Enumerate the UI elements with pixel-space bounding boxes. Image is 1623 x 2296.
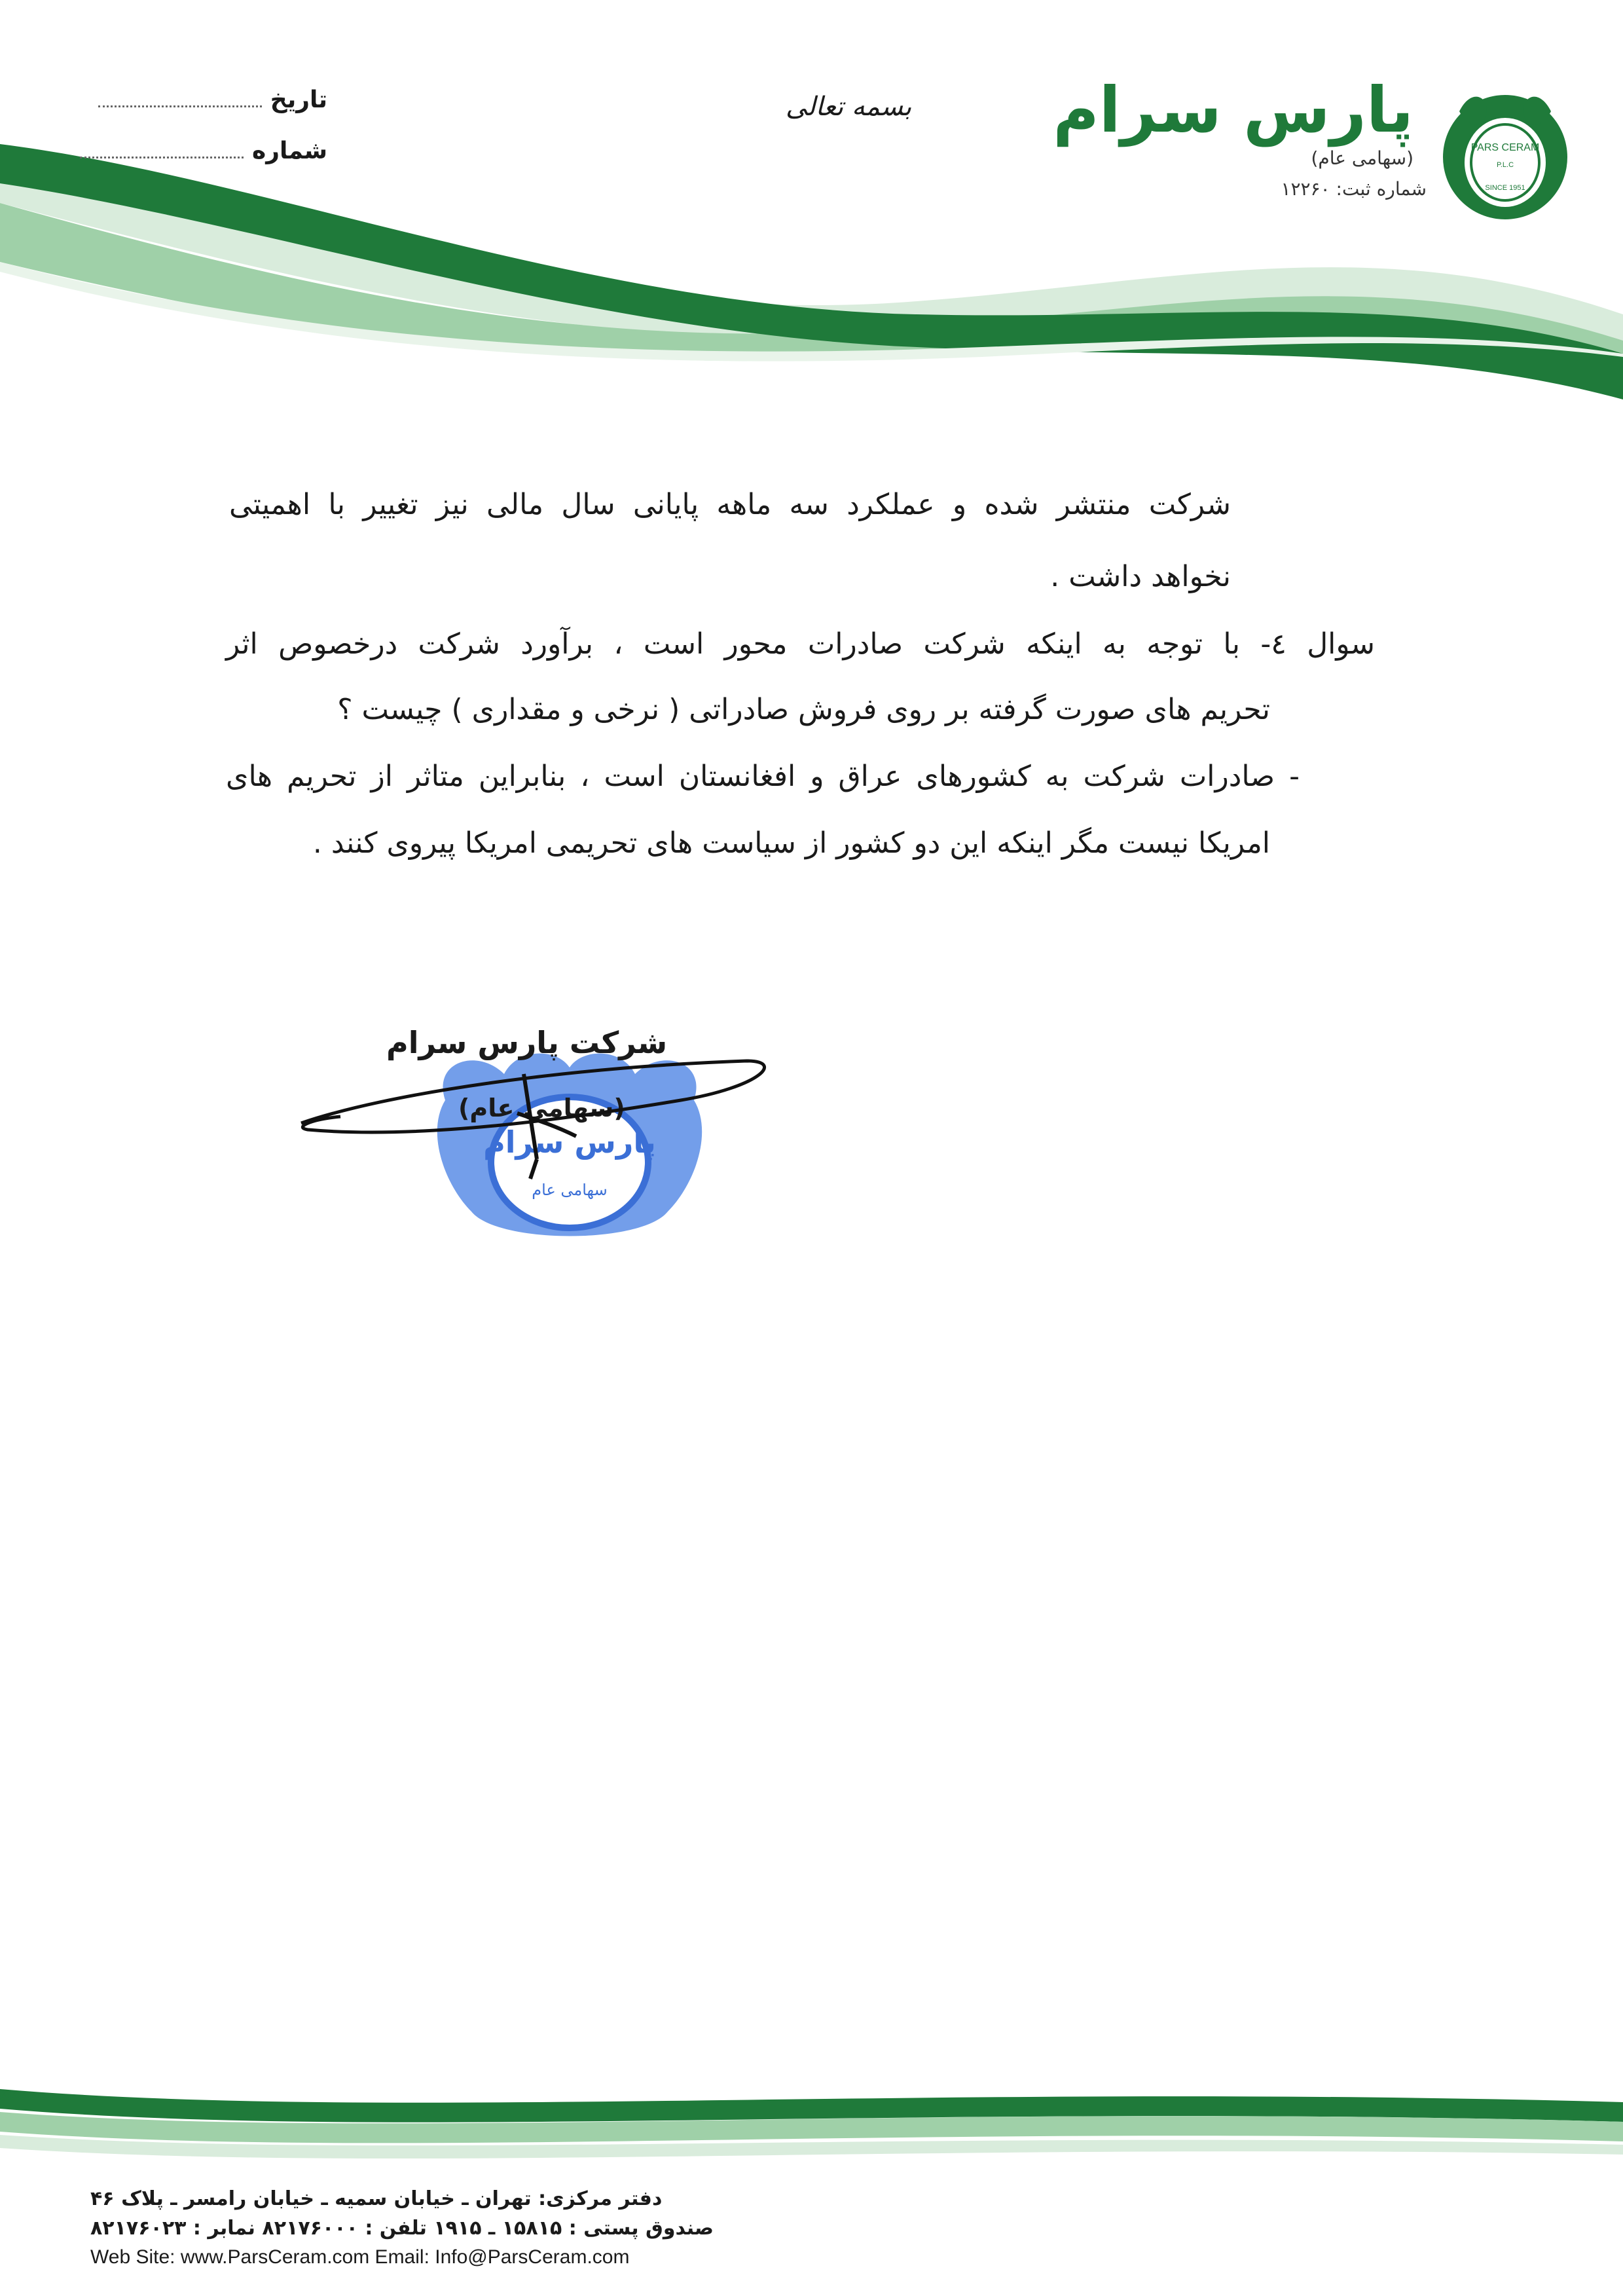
company-type: (سهامی عام)	[1311, 147, 1413, 169]
date-label: تاریخ	[270, 86, 327, 113]
footer-postal-phone-fax: صندوق پستی : ۱۵۸۱۵ ـ ۱۹۱۵ تلفن : ۸۲۱۷۶۰۰۰ نمابر : ۸۲۱۷۶۰۲۳	[90, 2217, 714, 2240]
footer-address: دفتر مرکزی: تهران ـ خیابان سمیه ـ خیابان رامسر ـ پلاک ۴۶	[90, 2187, 663, 2210]
answer-4-line-2: امریکا نیست مگر اینکه این دو کشور از سیاست های تحریمی امریکا پیروی کنند .	[312, 826, 1270, 860]
body-paragraph-1-line-1: شرکت منتشر شده و عملکرد سه ماهه پایانی سال مالی نیز تغییر با اهمیتی	[229, 488, 1231, 521]
number-label: شماره	[251, 138, 327, 164]
footer-wave-decoration	[0, 2076, 1623, 2181]
date-dotted-line	[98, 105, 262, 107]
logo-since: SINCE 1951	[1485, 184, 1525, 192]
stamp-title: شرکت پارس سرام	[386, 1025, 668, 1060]
number-dotted-line	[80, 157, 244, 158]
header-wave-decoration	[0, 131, 1623, 419]
body-paragraph-1-line-2: نخواهد داشت .	[1050, 560, 1231, 593]
company-logo-icon	[1440, 85, 1571, 223]
registration-number: شماره ثبت: ۱۲۲۶۰	[1281, 178, 1427, 200]
stamp-subtitle: (سهامی عام)	[458, 1094, 625, 1122]
question-4-line-1: سوال ٤- با توجه به اینکه شرکت صادرات محور است ، برآورد شرکت درخصوص اثر	[226, 627, 1375, 661]
question-4-line-2: تحریم های صورت گرفته بر روی فروش صادراتی ( نرخی و مقداری ) چیست ؟	[337, 693, 1270, 726]
company-name: پارس سرام	[1053, 73, 1413, 147]
stamp-inner-type: سهامی عام	[532, 1181, 608, 1199]
date-field	[105, 86, 327, 113]
logo-text: PARS CERAM	[1470, 142, 1540, 153]
number-field	[105, 138, 327, 164]
footer-web-email: Web Site: www.ParsCeram.com Email: Info@ParsCeram.com	[90, 2246, 630, 2268]
answer-4-line-1: - صادرات شرکت به کشورهای عراق و افغانستان است ، بنابراین متاثر از تحریم های	[226, 760, 1300, 793]
stamp-inner-name: پارس سرام	[483, 1124, 656, 1160]
logo-plc: P.L.C	[1496, 161, 1514, 169]
invocation-heading: بسمه تعالی	[786, 92, 912, 122]
handwritten-signature	[288, 1022, 786, 1257]
